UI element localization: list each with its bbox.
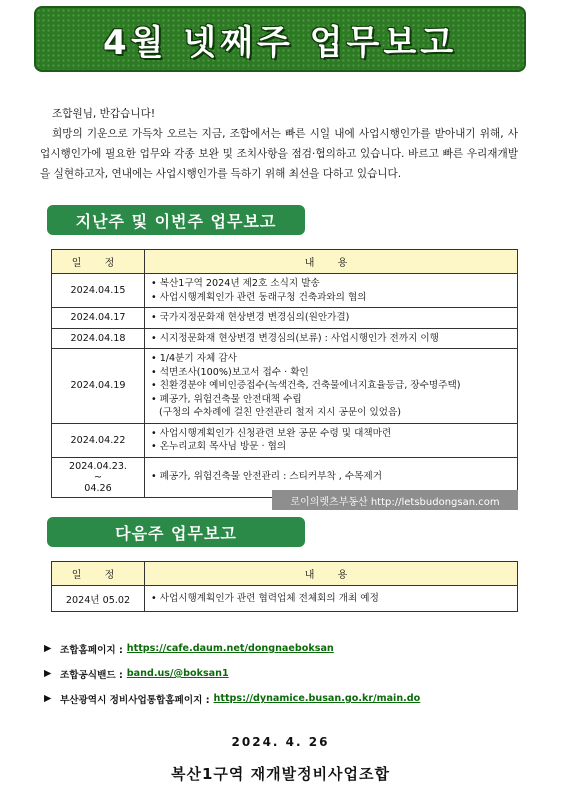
row-item: • 온누리교회 목사님 방문 · 협의 [151, 441, 287, 452]
row-content [145, 274, 518, 308]
link-label: 조합공식밴드 : [60, 669, 123, 681]
row-item: (구청의 수차례에 걸친 안전관리 철저 지시 공문이 있었음) [159, 407, 401, 418]
row-item: • 1/4분기 자체 감사 [151, 353, 237, 364]
row-item: • 사업시행계획인가 신청관련 보완 공문 수령 및 대책마련 [151, 427, 392, 439]
section-heading-weekly: 지난주 및 이번주 업무보고 [47, 205, 305, 235]
footer-organization: 복산1구역 재개발정비사업조합 [170, 765, 391, 783]
intro-body: 희망의 기운으로 가득차 오르는 지금, 조합에서는 빠른 시일 내에 사업시행인가를 받아내기 위해, 사업시행인가에 필요한 업무와 각종 보완 및 조치사항을 점검·협의하고 있습니다. 바르고 빠른 우리재개발을 실현하고자, 연내에는 사업시행인가를 득하기 위해 최선을 다하고 있습니다. [40, 128, 518, 180]
row-date: 2024.04.17 [52, 308, 145, 329]
link-row-busan [44, 686, 420, 711]
column-header-content: 내 용 [145, 250, 518, 274]
row-date: 2024년 05.02 [52, 586, 145, 612]
row-content [145, 586, 518, 612]
table-header-row [52, 250, 518, 274]
triangle-bullet-icon: ▶ [44, 643, 52, 654]
row-item: • 석면조사(100%)보고서 접수 · 확인 [151, 366, 309, 378]
row-item: • 친환경분야 예비인증접수(녹색건축, 건축물에너지효율등급, 장수명주택) [151, 380, 461, 391]
table-row [52, 308, 518, 329]
table-row [52, 274, 518, 308]
date-range-start: 2024.04.23. [69, 460, 127, 472]
row-content [145, 349, 518, 424]
date-range-end: 04.26 [84, 482, 112, 494]
table-row [52, 328, 518, 349]
date-range-separator: ~ [93, 471, 103, 483]
row-date-range [52, 457, 145, 497]
link-row-homepage [44, 636, 420, 661]
column-header-date: 일 정 [52, 562, 145, 586]
row-date: 2024.04.22 [52, 423, 145, 457]
intro-text [40, 104, 518, 184]
table-row [52, 423, 518, 457]
row-item: • 복산1구역 2024년 제2호 소식지 발송 [151, 278, 320, 289]
row-item: • 사업시행계획인가 관련 동래구청 건축과와의 협의 [151, 291, 367, 303]
row-date: 2024.04.19 [52, 349, 145, 424]
link-label: 조합홈페이지 : [60, 644, 123, 656]
page-title: 4월 넷째주 업무보고 [102, 22, 458, 63]
row-date: 2024.04.18 [52, 328, 145, 349]
table-header-row [52, 562, 518, 586]
next-week-table [51, 561, 518, 612]
row-item: • 사업시행계획인가 관련 협력업체 전체회의 개최 예정 [151, 592, 379, 604]
table-row [52, 586, 518, 612]
section-heading-next-week: 다음주 업무보고 [47, 517, 305, 547]
intro-greeting: 조합원님, 반갑습니다! [52, 108, 156, 120]
links-list [44, 636, 420, 711]
row-item: • 폐공가, 위험건축물 안전관리 : 스티커부착 , 수목제거 [151, 471, 382, 483]
watermark-banner: 로이의렛츠부동산 http://letsbudongsan.com [272, 490, 518, 510]
column-header-content: 내 용 [145, 562, 518, 586]
row-item: • 시지정문화재 현상변경 변경심의(보류) : 사업시행인가 전까지 이행 [151, 332, 439, 344]
column-header-date: 일 정 [52, 250, 145, 274]
homepage-link[interactable]: https://cafe.daum.net/dongnaeboksan [126, 643, 334, 654]
busan-portal-link[interactable]: https://dynamice.busan.go.kr/main.do [213, 693, 421, 704]
weekly-report-table [51, 249, 518, 498]
row-item: • 국가지정문화재 현상변경 변경심의(원안가결) [151, 312, 350, 323]
triangle-bullet-icon: ▶ [44, 668, 52, 679]
footer-date: 2024. 4. 26 [231, 735, 330, 749]
triangle-bullet-icon: ▶ [44, 693, 52, 704]
row-date: 2024.04.15 [52, 274, 145, 308]
row-content [145, 423, 518, 457]
title-banner [34, 6, 526, 72]
band-link[interactable]: band.us/@boksan1 [126, 668, 229, 679]
row-content [145, 328, 518, 349]
link-row-band [44, 661, 420, 686]
row-item: • 폐공가, 위험건축물 안전대책 수립 [151, 393, 302, 405]
row-content [145, 308, 518, 329]
link-label: 부산광역시 정비사업통합홈페이지 : [60, 694, 210, 706]
table-row [52, 349, 518, 424]
